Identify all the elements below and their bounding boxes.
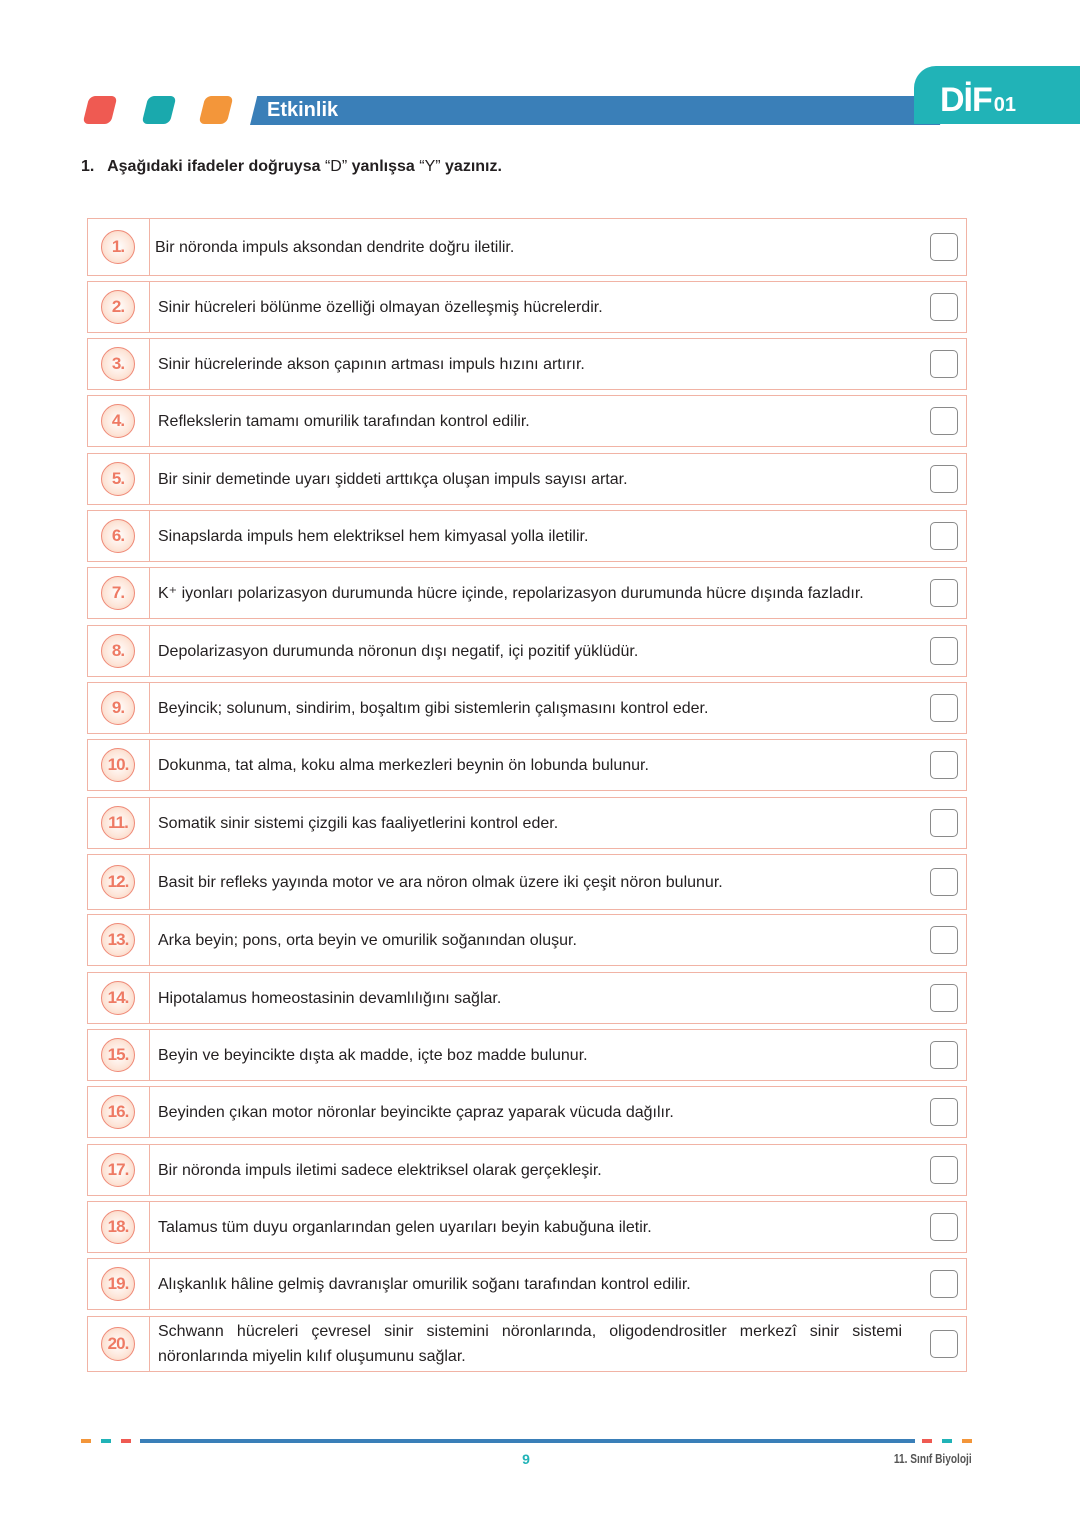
number-cell [88,915,150,965]
statement-row [87,914,967,966]
statement-label: Depolarizasyon durumunda nöronun dışı negatif, içi pozitif yüklüdür. [158,642,639,660]
statement-row [87,1029,967,1081]
answer-box[interactable] [930,350,958,378]
number-badge: 7. [101,576,135,610]
number-cell [88,798,150,848]
answer-cell [916,683,966,733]
statement-text [150,1030,916,1080]
statement-row [87,567,967,619]
answer-cell [916,282,966,332]
statement-row [87,281,967,333]
statement-row [87,854,967,910]
footer-dash [101,1439,111,1443]
instruction-text-1: Aşağıdaki ifadeler doğruysa [107,158,321,175]
number-badge: 9. [101,691,135,725]
statement-text [150,511,916,561]
answer-box[interactable] [930,1330,958,1358]
statement-label: Beyincik; solunum, sindirim, boşaltım gibi sistemlerin çalışmasını kontrol eder. [158,699,709,717]
number-cell [88,1202,150,1252]
number-badge: 1. [101,230,135,264]
book-title: 11. Sınıf Biyoloji [894,1451,972,1466]
statement-row [87,797,967,849]
statement-text [150,1145,916,1195]
answer-box[interactable] [930,465,958,493]
statement-row [87,395,967,447]
number-badge: 5. [101,462,135,496]
number-cell [88,626,150,676]
statement-text [150,1259,916,1309]
statement-label: Beyinden çıkan motor nöronlar beyincikte çapraz yaparak vücuda dağılır. [158,1103,674,1121]
answer-box[interactable] [930,868,958,896]
answer-cell [916,396,966,446]
statement-label: Hipotalamus homeostasinin devamlılığını sağlar. [158,989,502,1007]
footer-dash [922,1439,932,1443]
answer-cell [916,219,966,275]
number-badge: 19. [101,1267,135,1301]
footer-line [140,1439,915,1443]
number-cell [88,282,150,332]
number-badge: 17. [101,1153,135,1187]
dif-logo-text: DİF [940,81,992,119]
statement-label: Bir sinir demetinde uyarı şiddeti arttıkça oluşan impuls sayısı artar. [158,470,628,488]
footer-dash [121,1439,131,1443]
answer-box[interactable] [930,1213,958,1241]
statement-text [150,568,916,618]
page-number: 9 [522,1451,530,1467]
number-badge: 12. [101,865,135,899]
statement-row [87,338,967,390]
instruction-text-3: yazınız. [445,158,502,175]
statement-row [87,1086,967,1138]
answer-box[interactable] [930,1041,958,1069]
statement-label: K⁺ iyonları polarizasyon durumunda hücre içinde, repolarizasyon durumunda hücre dışında fazladır. [158,584,864,602]
answer-cell [916,1087,966,1137]
answer-cell [916,973,966,1023]
number-badge: 15. [101,1038,135,1072]
footer-dash [962,1439,972,1443]
statement-row [87,1201,967,1253]
number-badge: 14. [101,981,135,1015]
answer-cell [916,1030,966,1080]
statement-row [87,1144,967,1196]
statement-row [87,1258,967,1310]
statement-row [87,625,967,677]
number-cell [88,1259,150,1309]
number-cell [88,568,150,618]
answer-box[interactable] [930,637,958,665]
statement-text [150,1087,916,1137]
answer-box[interactable] [930,694,958,722]
statement-text [150,915,916,965]
statement-text [150,1202,916,1252]
number-cell [88,1087,150,1137]
answer-box[interactable] [930,233,958,261]
number-cell [88,740,150,790]
statement-text [150,282,916,332]
answer-box[interactable] [930,926,958,954]
number-cell [88,219,150,275]
number-cell [88,973,150,1023]
statement-label: Sinapslarda impuls hem elektriksel hem kimyasal yolla iletilir. [158,527,589,545]
answer-box[interactable] [930,751,958,779]
statement-label: Schwann hücreleri çevresel sinir sistemini nöronlarında, oligodendrositler merkezî sinir sistemi nöronlarında miyelin kılıf oluşumunu sağlar. [158,1323,902,1365]
statement-label: Dokunma, tat alma, koku alma merkezleri beynin ön lobunda bulunur. [158,756,649,774]
number-badge: 2. [101,290,135,324]
statement-label: Bir nöronda impuls aksondan dendrite doğru iletilir. [155,238,515,256]
number-badge: 4. [101,404,135,438]
section-banner [250,96,947,125]
number-cell [88,1145,150,1195]
number-cell [88,1317,150,1371]
answer-cell [916,1145,966,1195]
answer-cell [916,1317,966,1371]
statement-text [150,973,916,1023]
statement-text [150,454,916,504]
statement-text [150,1317,916,1371]
statement-text [150,626,916,676]
number-badge: 20. [101,1327,135,1361]
instruction-y: “Y” [419,158,441,175]
statement-text [150,683,916,733]
statement-label: Bir nöronda impuls iletimi sadece elektriksel olarak gerçekleşir. [158,1161,602,1179]
answer-cell [916,626,966,676]
answer-box[interactable] [930,407,958,435]
statement-row [87,453,967,505]
answer-cell [916,855,966,909]
number-badge: 3. [101,347,135,381]
answer-cell [916,1259,966,1309]
dif-logo-number: 01 [993,94,1017,116]
dif-logo [940,80,1016,125]
statement-row [87,972,967,1024]
answer-box[interactable] [930,1156,958,1184]
answer-box[interactable] [930,522,958,550]
statement-label: Talamus tüm duyu organlarından gelen uyarıları beyin kabuğuna iletir. [158,1218,652,1236]
statement-label: Sinir hücreleri bölünme özelliği olmayan özelleşmiş hücrelerdir. [158,298,603,316]
number-cell [88,511,150,561]
answer-box[interactable] [930,984,958,1012]
answer-cell [916,511,966,561]
number-cell [88,855,150,909]
instruction [81,158,502,176]
statement-text [150,219,916,275]
statement-row [87,1316,967,1372]
answer-cell [916,454,966,504]
statement-text [150,396,916,446]
answer-cell [916,915,966,965]
section-title: Etkinlik [267,99,339,121]
answer-cell [916,339,966,389]
instruction-d: “D” [324,158,348,175]
number-badge: 18. [101,1210,135,1244]
number-cell [88,1030,150,1080]
answer-cell [916,798,966,848]
statement-text [150,740,916,790]
answer-box[interactable] [930,1270,958,1298]
red-decor-shape [83,96,118,124]
number-badge: 16. [101,1095,135,1129]
statement-row [87,682,967,734]
answer-box[interactable] [930,293,958,321]
footer-dash [942,1439,952,1443]
answer-cell [916,1202,966,1252]
number-cell [88,454,150,504]
statement-row [87,739,967,791]
number-cell [88,683,150,733]
number-badge: 6. [101,519,135,553]
statement-label: Somatik sinir sistemi çizgili kas faaliyetlerini kontrol eder. [158,814,559,832]
number-cell [88,339,150,389]
statement-label: Beyin ve beyincikte dışta ak madde, içte boz madde bulunur. [158,1046,588,1064]
instruction-text-2: yanlışsa [351,158,415,175]
answer-box[interactable] [930,579,958,607]
number-cell [88,396,150,446]
statement-label: Reflekslerin tamamı omurilik tarafından kontrol edilir. [158,412,530,430]
statement-label: Basit bir refleks yayında motor ve ara nöron olmak üzere iki çeşit nöron bulunur. [158,873,723,891]
statement-text [150,798,916,848]
answer-box[interactable] [930,1098,958,1126]
statement-text [150,339,916,389]
instruction-number: 1. [81,158,95,175]
statement-label: Arka beyin; pons, orta beyin ve omurilik soğanından oluşur. [158,931,577,949]
number-badge: 13. [101,923,135,957]
statement-label: Alışkanlık hâline gelmiş davranışlar omurilik soğanı tarafından kontrol edilir. [158,1275,691,1293]
number-badge: 8. [101,634,135,668]
number-badge: 10. [101,748,135,782]
footer-dash [81,1439,91,1443]
teal-decor-shape [142,96,177,124]
statement-text [150,855,916,909]
number-badge: 11. [101,806,135,840]
answer-box[interactable] [930,809,958,837]
orange-decor-shape [199,96,234,124]
statement-row [87,510,967,562]
statement-label: Sinir hücrelerinde akson çapının artması impuls hızını artırır. [158,355,585,373]
answer-cell [916,568,966,618]
answer-cell [916,740,966,790]
statement-row [87,218,967,276]
